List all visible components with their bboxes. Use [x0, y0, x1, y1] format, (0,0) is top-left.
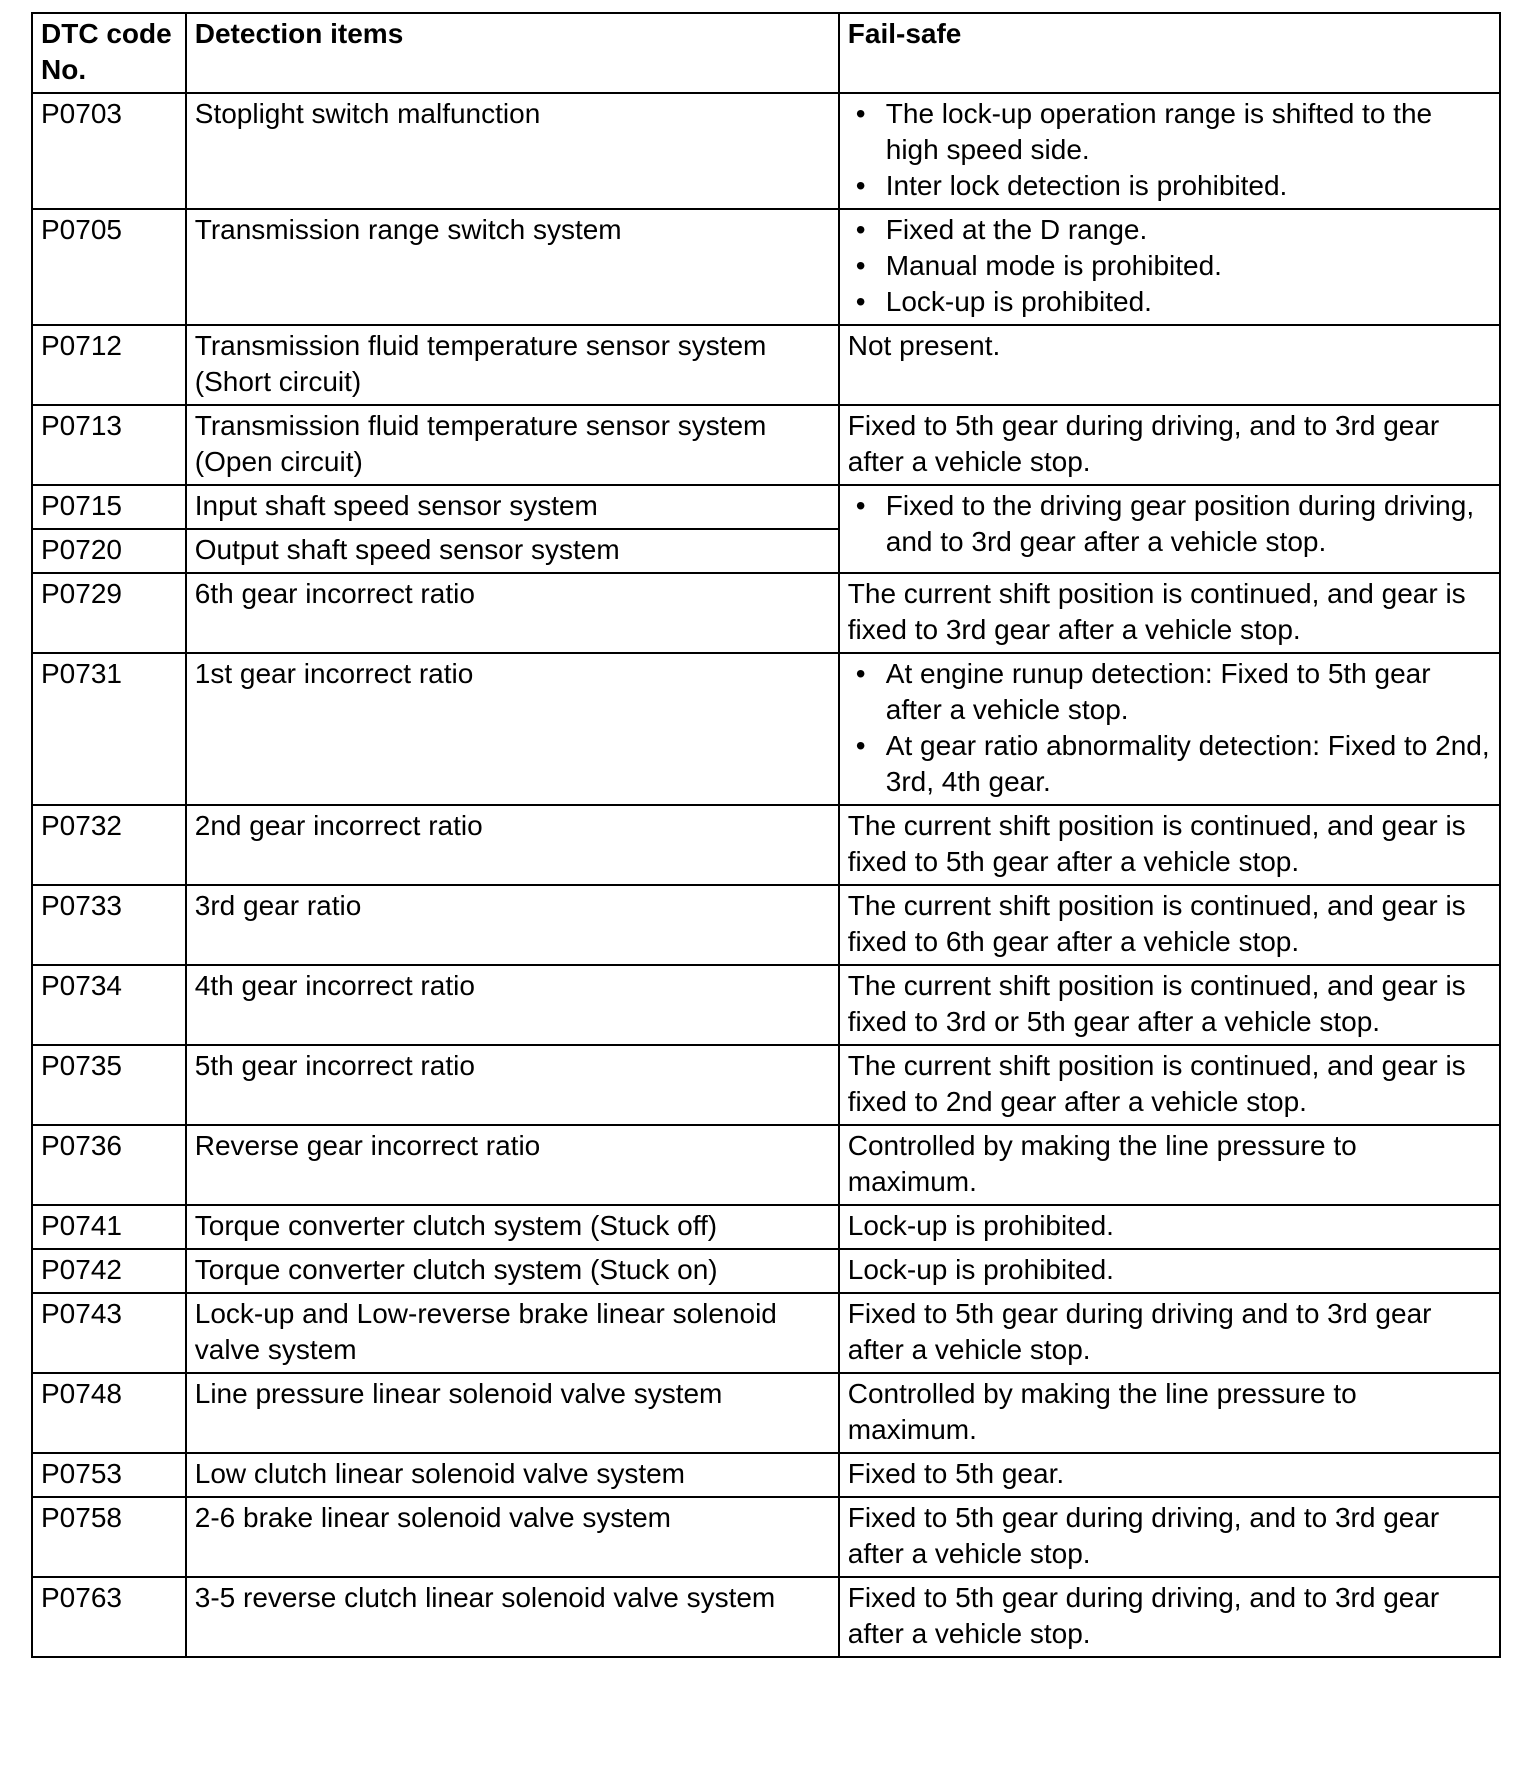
dtc-code-cell: P0720	[32, 529, 186, 573]
table-row	[32, 485, 1500, 529]
header-dtc-code: DTC code No.	[32, 13, 186, 93]
fail-safe-cell: Not present.	[839, 325, 1500, 405]
detection-item-cell: 3rd gear ratio	[186, 885, 839, 965]
detection-item-cell: 2-6 brake linear solenoid valve system	[186, 1497, 839, 1577]
table-row	[32, 1293, 1500, 1373]
table-row	[32, 1453, 1500, 1497]
dtc-failsafe-table	[31, 12, 1501, 1658]
table-body	[32, 93, 1500, 1657]
detection-item-cell: 4th gear incorrect ratio	[186, 965, 839, 1045]
fail-safe-cell	[839, 209, 1500, 325]
table-row	[32, 805, 1500, 885]
dtc-code-cell: P0713	[32, 405, 186, 485]
table-row	[32, 1577, 1500, 1657]
fail-safe-cell	[839, 653, 1500, 805]
fail-safe-list	[848, 96, 1491, 204]
dtc-code-cell: P0742	[32, 1249, 186, 1293]
fail-safe-cell: The current shift position is continued, and gear is fixed to 6th gear after a vehicle stop.	[839, 885, 1500, 965]
table-row	[32, 1373, 1500, 1453]
dtc-code-cell: P0705	[32, 209, 186, 325]
detection-item-cell: Transmission fluid temperature sensor system (Open circuit)	[186, 405, 839, 485]
detection-item-cell: 2nd gear incorrect ratio	[186, 805, 839, 885]
table-row	[32, 325, 1500, 405]
dtc-code-cell: P0763	[32, 1577, 186, 1657]
fail-safe-bullet: • At gear ratio abnormality detection: Fixed to 2nd, 3rd, 4th gear.	[848, 728, 1491, 800]
fail-safe-cell: Lock-up is prohibited.	[839, 1205, 1500, 1249]
fail-safe-bullet: • Lock-up is prohibited.	[848, 284, 1491, 320]
dtc-code-cell: P0729	[32, 573, 186, 653]
table-row	[32, 405, 1500, 485]
table-row	[32, 573, 1500, 653]
detection-item-cell: Low clutch linear solenoid valve system	[186, 1453, 839, 1497]
detection-item-cell: Output shaft speed sensor system	[186, 529, 839, 573]
fail-safe-bullet: • Fixed to the driving gear position during driving, and to 3rd gear after a vehicle stop.	[848, 488, 1497, 560]
detection-item-cell: Input shaft speed sensor system	[186, 485, 839, 529]
detection-item-cell: Transmission fluid temperature sensor system (Short circuit)	[186, 325, 839, 405]
dtc-code-cell: P0748	[32, 1373, 186, 1453]
fail-safe-cell: The current shift position is continued, and gear is fixed to 3rd or 5th gear after a vehicle stop.	[839, 965, 1500, 1045]
fail-safe-cell: Lock-up is prohibited.	[839, 1249, 1500, 1293]
fail-safe-cell: The current shift position is continued, and gear is fixed to 5th gear after a vehicle stop.	[839, 805, 1500, 885]
fail-safe-cell: Fixed to 5th gear during driving and to 3rd gear after a vehicle stop.	[839, 1293, 1500, 1373]
detection-item-cell: Lock-up and Low-reverse brake linear solenoid valve system	[186, 1293, 839, 1373]
table-row	[32, 93, 1500, 209]
table-row	[32, 209, 1500, 325]
dtc-code-cell: P0734	[32, 965, 186, 1045]
detection-item-cell: Torque converter clutch system (Stuck off)	[186, 1205, 839, 1249]
detection-item-cell: Torque converter clutch system (Stuck on)	[186, 1249, 839, 1293]
dtc-code-cell: P0758	[32, 1497, 186, 1577]
table-row	[32, 885, 1500, 965]
fail-safe-cell: Controlled by making the line pressure to maximum.	[839, 1373, 1500, 1453]
dtc-code-cell: P0743	[32, 1293, 186, 1373]
fail-safe-list	[848, 488, 1497, 560]
table-row	[32, 1045, 1500, 1125]
dtc-code-cell: P0733	[32, 885, 186, 965]
detection-item-cell: Transmission range switch system	[186, 209, 839, 325]
fail-safe-cell: Fixed to 5th gear during driving, and to 3rd gear after a vehicle stop.	[839, 1497, 1500, 1577]
fail-safe-cell: Fixed to 5th gear.	[839, 1453, 1500, 1497]
detection-item-cell: 3-5 reverse clutch linear solenoid valve system	[186, 1577, 839, 1657]
detection-item-cell: Stoplight switch malfunction	[186, 93, 839, 209]
table-row	[32, 1205, 1500, 1249]
fail-safe-cell: Fixed to 5th gear during driving, and to 3rd gear after a vehicle stop.	[839, 405, 1500, 485]
dtc-code-cell: P0732	[32, 805, 186, 885]
table-row	[32, 1497, 1500, 1577]
header-row	[32, 13, 1500, 93]
fail-safe-cell: The current shift position is continued, and gear is fixed to 2nd gear after a vehicle stop.	[839, 1045, 1500, 1125]
header-fail-safe: Fail-safe	[839, 13, 1500, 93]
fail-safe-list	[848, 656, 1491, 800]
fail-safe-cell	[839, 93, 1500, 209]
fail-safe-cell: Controlled by making the line pressure to maximum.	[839, 1125, 1500, 1205]
table-row	[32, 1249, 1500, 1293]
table-row	[32, 965, 1500, 1045]
dtc-code-cell: P0753	[32, 1453, 186, 1497]
detection-item-cell: 6th gear incorrect ratio	[186, 573, 839, 653]
dtc-code-cell: P0736	[32, 1125, 186, 1205]
table-row	[32, 1125, 1500, 1205]
fail-safe-list	[848, 212, 1491, 320]
fail-safe-cell: Fixed to 5th gear during driving, and to 3rd gear after a vehicle stop.	[839, 1577, 1500, 1657]
fail-safe-cell: The current shift position is continued, and gear is fixed to 3rd gear after a vehicle stop.	[839, 573, 1500, 653]
fail-safe-bullet: • At engine runup detection: Fixed to 5th gear after a vehicle stop.	[848, 656, 1491, 728]
table-row	[32, 653, 1500, 805]
fail-safe-bullet: • Inter lock detection is prohibited.	[848, 168, 1491, 204]
dtc-code-cell: P0712	[32, 325, 186, 405]
dtc-code-cell: P0741	[32, 1205, 186, 1249]
dtc-code-cell: P0735	[32, 1045, 186, 1125]
fail-safe-bullet: • The lock-up operation range is shifted to the high speed side.	[848, 96, 1491, 168]
fail-safe-cell	[839, 485, 1500, 573]
dtc-code-cell: P0715	[32, 485, 186, 529]
dtc-code-cell: P0731	[32, 653, 186, 805]
detection-item-cell: Line pressure linear solenoid valve system	[186, 1373, 839, 1453]
detection-item-cell: 5th gear incorrect ratio	[186, 1045, 839, 1125]
fail-safe-bullet: • Fixed at the D range.	[848, 212, 1491, 248]
detection-item-cell: 1st gear incorrect ratio	[186, 653, 839, 805]
detection-item-cell: Reverse gear incorrect ratio	[186, 1125, 839, 1205]
dtc-code-cell: P0703	[32, 93, 186, 209]
fail-safe-bullet: • Manual mode is prohibited.	[848, 248, 1491, 284]
header-detection-items: Detection items	[186, 13, 839, 93]
